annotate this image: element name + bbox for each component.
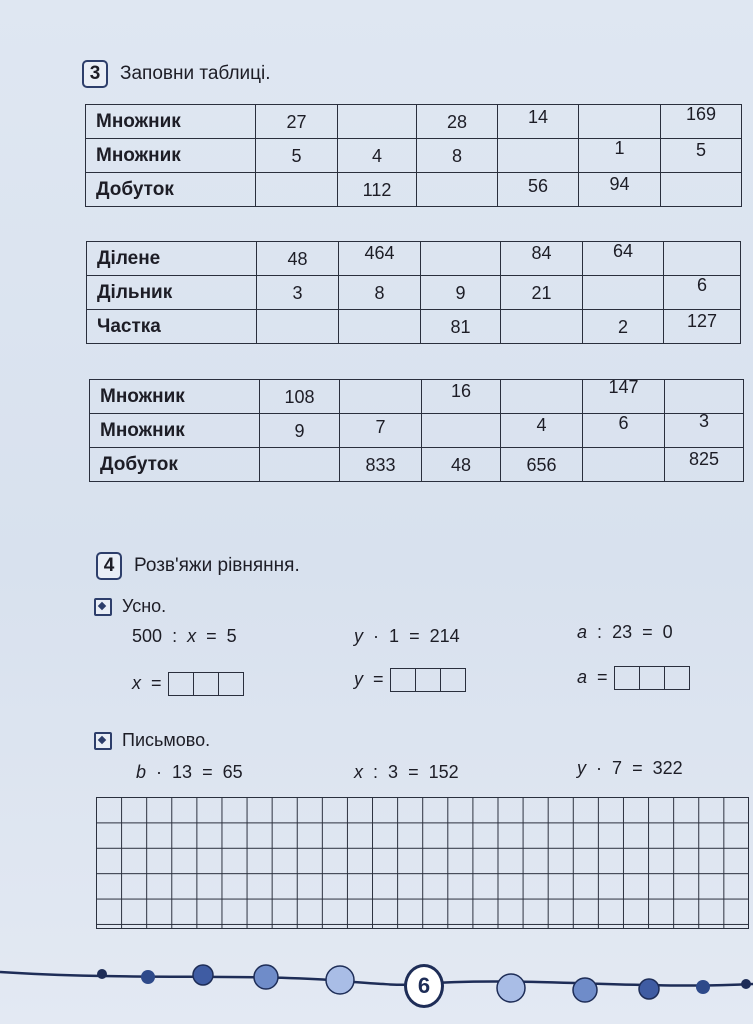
value-cell [421,310,501,344]
table-row [90,414,744,448]
cell-value: 48 [287,249,308,269]
oral-equation-3: a : 23 = 0 [577,622,673,642]
value-cell [583,242,664,276]
cell-value: 48 [450,455,472,475]
value-cell [583,310,664,344]
oral-label: Усно. [122,596,167,616]
value-cell [257,276,339,310]
empty-answer-cell[interactable] [422,414,501,448]
diamond-bullet-icon [94,732,112,750]
footer-dot [193,965,213,985]
cell-value: 81 [450,317,471,337]
value-cell [498,105,579,139]
answer-boxes[interactable] [390,668,466,692]
value-cell [257,242,339,276]
empty-answer-cell[interactable] [501,380,583,414]
empty-answer-cell[interactable] [579,105,661,139]
empty-answer-cell[interactable] [260,448,340,482]
cell-value: 84 [531,243,552,263]
value-cell [579,173,661,207]
value-cell [665,448,744,482]
cell-value: 6 [618,413,629,433]
squared-writing-grid[interactable] [96,797,749,929]
answer-boxes[interactable] [168,672,244,696]
footer-dot [326,966,354,994]
cell-value: 14 [527,107,549,127]
cell-value: 7 [375,417,386,437]
value-cell [664,310,741,344]
empty-answer-cell[interactable] [421,242,501,276]
table-multiplication-1 [85,104,742,207]
answer-boxes[interactable] [614,666,690,690]
value-cell [661,139,742,173]
empty-answer-cell[interactable] [664,242,741,276]
diamond-bullet-icon [94,598,112,616]
written-subheading [94,730,210,751]
footer-dot [639,979,659,999]
task-title: Розв'яжи рівняння. [134,555,300,576]
row-label: Дільник [87,276,257,310]
value-cell [583,377,665,414]
row-label: Добуток [86,173,256,207]
empty-answer-cell[interactable] [256,173,338,207]
footer-dot [97,969,107,979]
value-cell [417,139,498,173]
oral-equation-1: 500 : x = 5 [132,626,237,646]
value-cell [501,448,583,482]
cell-value: 147 [608,377,639,397]
cell-value: 656 [526,455,557,475]
oral-subheading [94,596,166,617]
cell-value: 108 [284,387,315,407]
task-3-heading [82,60,271,88]
cell-value: 825 [688,449,720,469]
value-cell [260,414,340,448]
value-cell [256,139,338,173]
written-equation-3: y · 7 = 322 [577,758,683,778]
value-cell [665,411,744,448]
cell-value: 464 [364,243,395,263]
value-cell [338,173,417,207]
table-division [86,241,741,344]
cell-value: 9 [294,421,305,441]
task-number-badge: 4 [96,552,122,580]
value-cell [256,105,338,139]
cell-value: 2 [617,317,628,337]
footer-dot [741,979,751,989]
cell-value: 8 [451,146,462,166]
empty-answer-cell[interactable] [338,105,417,139]
empty-answer-cell[interactable] [417,173,498,207]
cell-value: 8 [374,283,385,303]
cell-value: 112 [362,180,392,200]
cell-value: 1 [614,138,625,158]
table-row [86,105,742,139]
value-cell [339,242,421,276]
empty-answer-cell[interactable] [661,173,742,207]
row-label: Ділене [87,242,257,276]
empty-answer-cell[interactable] [501,310,583,344]
table-row [86,173,742,207]
value-cell [501,276,583,310]
cell-value: 169 [685,104,717,124]
table-row [90,380,744,414]
table-row [87,310,741,344]
cell-value: 127 [686,311,718,331]
footer-dot [141,970,155,984]
row-label: Множник [90,380,260,414]
table-row [87,242,741,276]
cell-value: 28 [446,112,468,132]
written-equation-2: x : 3 = 152 [354,762,459,782]
empty-answer-cell[interactable] [583,448,665,482]
value-cell [501,242,583,276]
table-multiplication-2 [89,379,744,482]
value-cell [664,276,741,310]
value-cell [340,448,422,482]
value-cell [422,380,501,414]
row-label: Добуток [90,448,260,482]
value-cell [417,105,498,139]
cell-value: 3 [698,411,709,431]
value-cell [421,276,501,310]
empty-answer-cell[interactable] [339,310,421,344]
cell-value: 21 [531,283,552,303]
value-cell [260,380,340,414]
empty-answer-cell[interactable] [665,380,744,414]
cell-value: 16 [450,381,472,401]
cell-value: 64 [612,241,634,261]
value-cell [340,414,422,448]
cell-value: 5 [695,140,706,160]
cell-value: 4 [536,415,547,435]
page-number: 6 [404,964,444,1008]
row-label: Множник [86,105,256,139]
value-cell [583,414,665,448]
value-cell [661,105,742,139]
oral-answer-3: a = [577,666,690,690]
footer-dot [696,980,710,994]
cell-value: 6 [696,275,707,295]
oral-answer-1: x = [132,672,244,696]
cell-value: 94 [609,174,630,194]
value-cell [339,276,421,310]
value-cell [498,173,579,207]
footer-dot [254,965,278,989]
footer-decoration [0,940,753,1024]
table-row [87,276,741,310]
table-row [86,139,742,173]
cell-value: 833 [365,455,396,475]
empty-answer-cell[interactable] [583,276,664,310]
task-title: Заповни таблиці. [120,63,271,84]
empty-answer-cell[interactable] [340,380,422,414]
oral-equation-2: y · 1 = 214 [354,626,460,646]
cell-value: 56 [527,176,549,196]
task-number-badge: 3 [82,60,108,88]
value-cell [422,448,501,482]
value-cell [338,139,417,173]
cell-value: 9 [455,283,466,303]
row-label: Множник [86,139,256,173]
cell-value: 3 [292,283,303,303]
cell-value: 4 [371,146,382,166]
row-label: Множник [90,414,260,448]
table-row [90,448,744,482]
cell-value: 5 [291,146,302,166]
written-equation-1: b · 13 = 65 [136,762,243,782]
oral-answer-2: y = [354,668,466,692]
empty-answer-cell[interactable] [257,310,339,344]
written-label: Письмово. [122,730,211,750]
task-4-heading [96,552,300,580]
footer-dot [573,978,597,1002]
value-cell [579,139,661,173]
footer-dot [497,974,525,1002]
value-cell [501,414,583,448]
empty-answer-cell[interactable] [498,139,579,173]
cell-value: 27 [286,112,307,132]
row-label: Частка [87,310,257,344]
